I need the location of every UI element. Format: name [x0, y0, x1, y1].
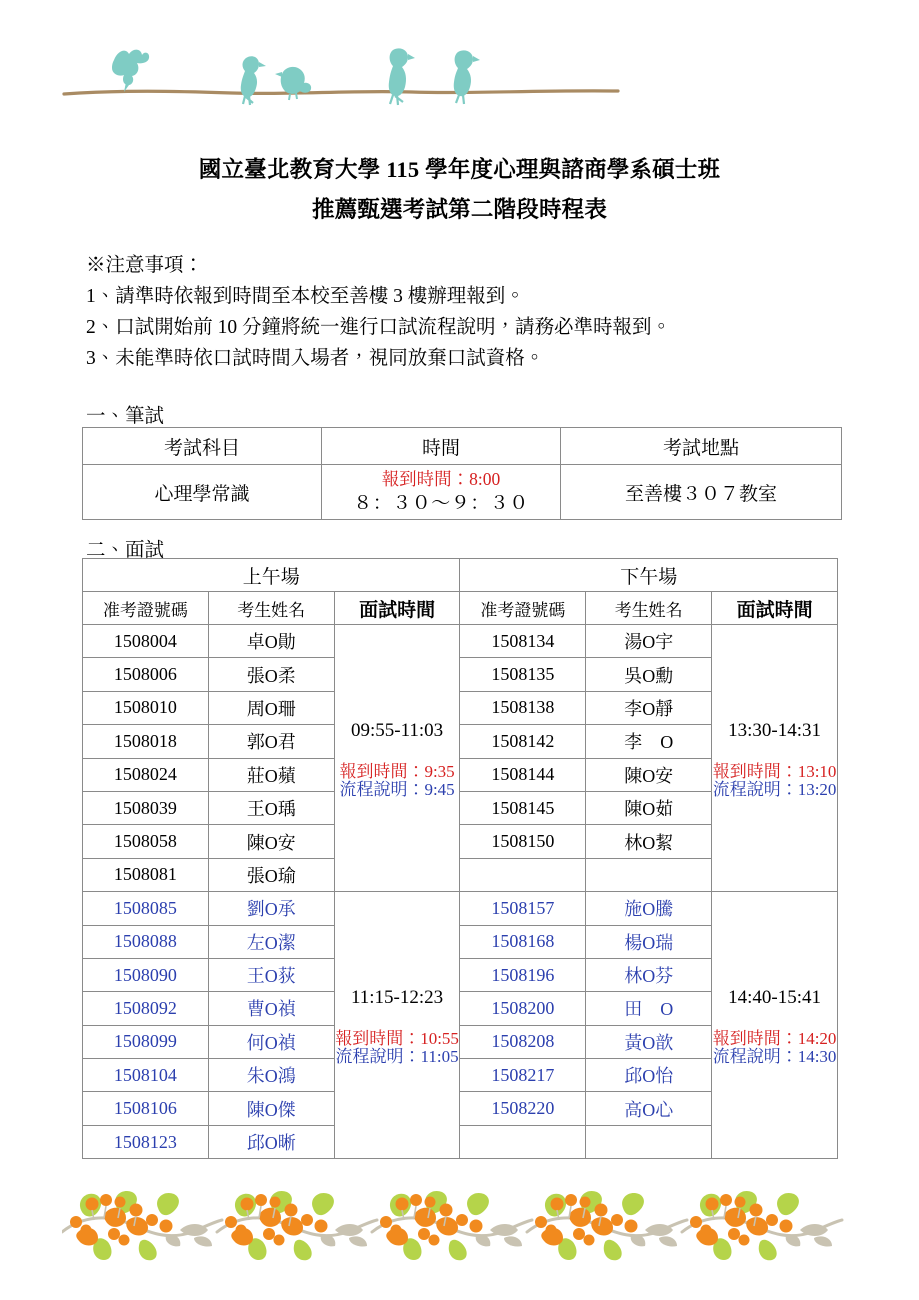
- header-morning-time: 面試時間: [334, 592, 460, 625]
- candidate-id: 1508134: [460, 625, 586, 658]
- candidate-name: 朱O鴻: [208, 1059, 334, 1092]
- candidate-name: 左O潔: [208, 925, 334, 958]
- candidate-id: 1508024: [83, 758, 209, 791]
- bird-standing-icon-2: [389, 48, 415, 105]
- candidate-name: 高O心: [586, 1092, 712, 1125]
- section-heading-interview: 二、面試: [86, 540, 165, 561]
- wire-line: [64, 91, 618, 94]
- candidate-id-empty: [460, 858, 586, 891]
- header-place: 考試地點: [561, 428, 842, 465]
- morning-group-2-briefing-time: 流程說明：11:05: [335, 1047, 459, 1067]
- notice-item-2: 2、口試開始前 10 分鐘將統一進行口試流程說明，請務必準時報到。: [86, 317, 672, 338]
- written-time-cell: [322, 465, 561, 520]
- candidate-id: 1508058: [83, 825, 209, 858]
- candidate-name: 吳O勳: [586, 658, 712, 691]
- floral-vine-pattern: [62, 1191, 842, 1260]
- header-afternoon-name: 考生姓名: [586, 592, 712, 625]
- morning-group-1-report-time: 報到時間：9:35: [339, 762, 455, 782]
- candidate-name-empty: [586, 858, 712, 891]
- afternoon-group-2-briefing-time: 流程說明：14:30: [712, 1047, 837, 1067]
- candidate-name: 陳O安: [208, 825, 334, 858]
- written-report-time: 報到時間：8:00: [381, 468, 501, 489]
- candidate-name-empty: [586, 1125, 712, 1158]
- candidate-name: 黃O歆: [586, 1025, 712, 1058]
- afternoon-group-2-report-time: 報到時間：14:20: [712, 1029, 837, 1049]
- candidate-name: 莊O蘋: [208, 758, 334, 791]
- top-decorative-border: [62, 28, 622, 120]
- morning-group-2-interview-time: 11:15-12:23: [350, 987, 444, 1009]
- notice-heading: ※注意事項：: [86, 255, 204, 276]
- candidate-id: 1508220: [460, 1092, 586, 1125]
- candidate-id: 1508157: [460, 892, 586, 925]
- afternoon-group-2-time-cell: [712, 892, 838, 1159]
- morning-group-1-time-cell: [334, 625, 460, 892]
- candidate-name: 周O珊: [208, 691, 334, 724]
- candidate-id: 1508085: [83, 892, 209, 925]
- candidate-name: 劉O承: [208, 892, 334, 925]
- candidate-name: 王O瑀: [208, 791, 334, 824]
- written-place: 至善樓３０７教室: [561, 465, 842, 520]
- candidate-name: 王O荻: [208, 958, 334, 991]
- candidate-id: 1508010: [83, 691, 209, 724]
- candidate-name: 郭O君: [208, 725, 334, 758]
- bird-flying-icon: [112, 50, 149, 92]
- candidate-id: 1508004: [83, 625, 209, 658]
- candidate-id: 1508081: [83, 858, 209, 891]
- candidate-id: 1508039: [83, 791, 209, 824]
- afternoon-group-1-time-cell: [712, 625, 838, 892]
- candidate-id: 1508088: [83, 925, 209, 958]
- candidate-name: 邱O怡: [586, 1059, 712, 1092]
- candidate-name: 林O絜: [586, 825, 712, 858]
- candidate-name: 湯O宇: [586, 625, 712, 658]
- candidate-name: 卓O勛: [208, 625, 334, 658]
- candidate-name: 張O瑜: [208, 858, 334, 891]
- candidate-name: 張O柔: [208, 658, 334, 691]
- candidate-id: 1508150: [460, 825, 586, 858]
- written-subject: 心理學常識: [83, 465, 322, 520]
- header-time: 時間: [322, 428, 561, 465]
- header-morning-name: 考生姓名: [208, 592, 334, 625]
- candidate-id: 1508217: [460, 1059, 586, 1092]
- table-row: [83, 625, 838, 658]
- morning-group-2-report-time: 報到時間：10:55: [335, 1029, 459, 1049]
- afternoon-group-1-interview-time: 13:30-14:31: [728, 720, 822, 742]
- candidate-id: 1508138: [460, 691, 586, 724]
- candidate-id: 1508106: [83, 1092, 209, 1125]
- written-time-range: ８：３０～９：３０: [353, 492, 529, 514]
- candidate-id: 1508142: [460, 725, 586, 758]
- candidate-name: 曹O禎: [208, 992, 334, 1025]
- page-title-line1: 國立臺北教育大學 115 學年度心理與諮商學系碩士班: [198, 157, 721, 182]
- candidate-id: 1508104: [83, 1059, 209, 1092]
- candidate-name: 田 O: [586, 992, 712, 1025]
- candidate-id: 1508099: [83, 1025, 209, 1058]
- notice-block: [86, 250, 846, 374]
- page-title-line2: 推薦甄選考試第二階段時程表: [311, 197, 608, 222]
- header-afternoon-id: 准考證號碼: [460, 592, 586, 625]
- morning-group-1-briefing-time: 流程說明：9:45: [339, 780, 455, 800]
- afternoon-group-1-report-time: 報到時間：13:10: [712, 762, 837, 782]
- header-afternoon-time: 面試時間: [712, 592, 838, 625]
- bottom-decorative-border: [62, 1188, 862, 1268]
- session-header-morning: 上午場: [83, 559, 460, 592]
- candidate-id: 1508200: [460, 992, 586, 1025]
- section-heading-written: 一、筆試: [86, 406, 165, 427]
- candidate-id: 1508145: [460, 791, 586, 824]
- candidate-id: 1508123: [83, 1125, 209, 1158]
- candidate-name: 何O禎: [208, 1025, 334, 1058]
- candidate-id: 1508196: [460, 958, 586, 991]
- candidate-name: 陳O茹: [586, 791, 712, 824]
- notice-item-1: 1、請準時依報到時間至本校至善樓 3 樓辦理報到。: [86, 286, 525, 307]
- candidate-id: 1508018: [83, 725, 209, 758]
- candidate-name: 李 O: [586, 725, 712, 758]
- candidate-id: 1508090: [83, 958, 209, 991]
- candidate-id: 1508006: [83, 658, 209, 691]
- table-row: [83, 892, 838, 925]
- session-header-afternoon: 下午場: [460, 559, 838, 592]
- notice-item-3: 3、未能準時依口試時間入場者，視同放棄口試資格。: [86, 348, 545, 369]
- candidate-id-empty: [460, 1125, 586, 1158]
- table-header-row: [83, 428, 842, 465]
- session-header-row: [83, 559, 838, 592]
- candidate-name: 陳O安: [586, 758, 712, 791]
- candidate-name: 林O芬: [586, 958, 712, 991]
- header-subject: 考試科目: [83, 428, 322, 465]
- candidate-name: 楊O瑞: [586, 925, 712, 958]
- candidate-id: 1508168: [460, 925, 586, 958]
- candidate-name: 陳O傑: [208, 1092, 334, 1125]
- afternoon-group-2-interview-time: 14:40-15:41: [728, 987, 822, 1009]
- afternoon-group-1-briefing-time: 流程說明：13:20: [712, 780, 837, 800]
- interview-schedule-table: [82, 558, 838, 1159]
- candidate-name: 李O靜: [586, 691, 712, 724]
- header-morning-id: 准考證號碼: [83, 592, 209, 625]
- candidate-id: 1508092: [83, 992, 209, 1025]
- column-header-row: [83, 592, 838, 625]
- candidate-name: 邱O晰: [208, 1125, 334, 1158]
- written-exam-table: [82, 427, 842, 520]
- candidate-id: 1508144: [460, 758, 586, 791]
- candidate-name: 施O騰: [586, 892, 712, 925]
- candidate-id: 1508135: [460, 658, 586, 691]
- bird-chick-icon: [275, 67, 311, 100]
- candidate-id: 1508208: [460, 1025, 586, 1058]
- bird-standing-icon-3: [454, 50, 480, 104]
- morning-group-2-time-cell: [334, 892, 460, 1159]
- bird-standing-icon-1: [241, 56, 266, 105]
- morning-group-1-interview-time: 09:55-11:03: [350, 720, 444, 742]
- table-row: [83, 465, 842, 520]
